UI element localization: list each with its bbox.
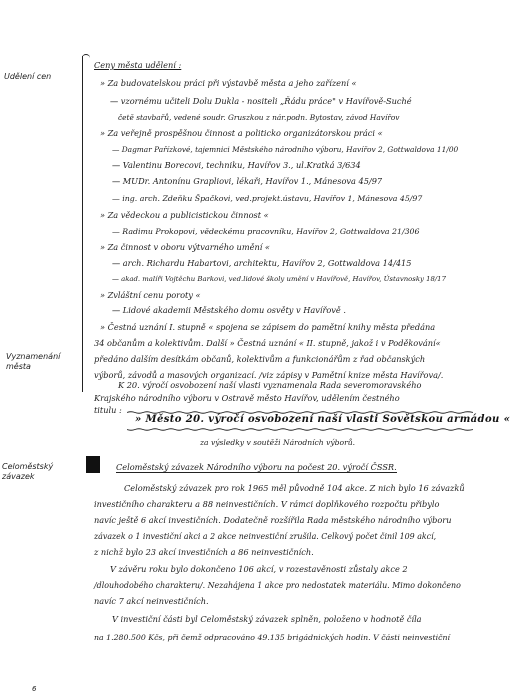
prize-recipient: — Valentinu Borecovi, techniku, Havířov 3., ul.Kratká 3/634 (112, 160, 361, 170)
prize-category: » Za budovatelskou práci při výstavbě města a jeho zařízení « (100, 78, 357, 88)
pledge-text-line: navíc 7 akcí neinvestičních. (94, 596, 209, 606)
prize-category: » Za veřejně prospěšnou činnost a politicko organizátorskou práci « (100, 128, 383, 138)
pledge-text-line: navíc ještě 6 akcí investičních. Dodatečně rozšířila Rada městského národního výboru (94, 515, 452, 525)
pledge-text-line: V investiční části byl Celoměstský závazek splněn, položeno v hodnotě číla (112, 614, 422, 624)
honours-text-line: výborů, závodů a masových organizací. /viz zápisy v Pamětní knize města Havířova/. (94, 370, 444, 380)
page-corner-mark: 6 (32, 685, 37, 693)
prize-category: » Za činnost v oboru výtvarného umění « (100, 242, 270, 252)
pledge-text-line: na 1.280.500 Kčs, při čemž odpracováno 49.135 brigádnických hodin. V části neinvestiční (94, 633, 451, 642)
honours-text-line: 34 občanům a kolektivům. Další » Čestná uznání « II. stupně, jakož i v Poděkování« (94, 338, 441, 348)
prize-category: » Za vědeckou a publicistickou činnost « (100, 210, 269, 220)
margin-note-honours: Vyznamenání města (6, 352, 61, 371)
prize-recipient: — Radimu Prokopovi, vědeckému pracovníku, Havířov 2, Gottwaldova 21/306 (112, 227, 420, 236)
margin-note-prizes: Udělení cen (4, 72, 52, 81)
honours-text-line: K 20. výročí osvobození naší vlasti vyznamenala Rada severomoravského (118, 380, 422, 390)
pledge-text-line: z nichž bylo 23 akcí investičních a 86 neinvestičních. (94, 547, 314, 557)
prize-recipient: — Lidové akademii Městského domu osvěty v Havířově . (112, 305, 346, 315)
prize-recipient: — akad. malíři Vojtěchu Barkovi, ved.lidové školy umění v Havířově, Havířov, Ústavnosky 18/17 (112, 275, 446, 283)
pledge-text-line: závazek o 1 investiční akci a 2 akce neinvestiční zrušila. Celkový počet činil 109 akcí, (94, 532, 437, 541)
pledge-text-line: Celoměstský závazek pro rok 1965 měl původně 104 akce. Z nich bylo 16 závazků (124, 483, 465, 493)
honorary-title: » Město 20. výročí osvobození naší vlasti Sovětskou armádou « (135, 414, 511, 425)
prize-recipient: — ing. arch. Zdeňku Špačkovi, ved.projekt.ústavu, Havířov 1, Mánesova 45/97 (112, 194, 423, 203)
margin-block-mark (86, 456, 100, 473)
prize-recipient: — vzornému učiteli Dolu Dukla - nositeli „Řádu práce" v Havířově-Suché (110, 96, 412, 106)
pledge-heading (116, 462, 397, 473)
honours-text-line: předáno dalším desítkám občanů, kolektivům a funkcionářům z řad občanských (94, 354, 426, 364)
pledge-text-line: /dlouhodobého charakteru/. Nezahájena 1 akce pro nedostatek materiálu. Mimo dokončeno (94, 581, 461, 590)
prize-recipient: — arch. Richardu Habartovi, architektu, Havířov 2, Gottwaldova 14/415 (112, 258, 412, 268)
pledge-text-line: investičního charakteru a 88 neinvestičních. V rámci doplňkového rozpočtu přibylo (94, 499, 440, 509)
list-bracket (82, 56, 93, 392)
honours-text-line: titulu : (94, 405, 122, 415)
prize-recipient: — Dagmar Pařízkové, tajemnici Městského národního výboru, Havířov 2, Gottwaldova 11/00 (112, 145, 459, 154)
pledge-heading-text: Celoměstský závazek Národního výboru na počest 20. výročí ČSSR. (116, 462, 397, 472)
honours-text-line: Krajského národního výboru v Ostravě město Havířov, udělením čestného (94, 393, 400, 403)
prize-category: » Zvláštní cenu poroty « (100, 290, 201, 300)
prizes-heading: Ceny města udělení : (94, 60, 182, 70)
prize-recipient: četě stavbařů, vedené soudr. Gruszkou z nár.podn. Bytostav, závod Havířov (118, 113, 400, 122)
pledge-text-line: V závěru roku bylo dokončeno 106 akcí, v rozestavěnosti zůstaly akce 2 (110, 564, 408, 574)
wavy-underline-bottom (127, 428, 473, 431)
honours-text-line: » Čestná uznání I. stupně « spojena se zápisem do pamětní knihy města předána (100, 322, 436, 332)
honorary-title-sub: za výsledky v soutěži Národních výborů. (200, 438, 356, 447)
prize-recipient: — MUDr. Antonínu Grapliovi, lékaři, Havířov 1., Mánesova 45/97 (112, 176, 383, 186)
honorary-title-banner (127, 411, 511, 431)
margin-note-pledge: Celoměstský závazek (2, 462, 54, 481)
